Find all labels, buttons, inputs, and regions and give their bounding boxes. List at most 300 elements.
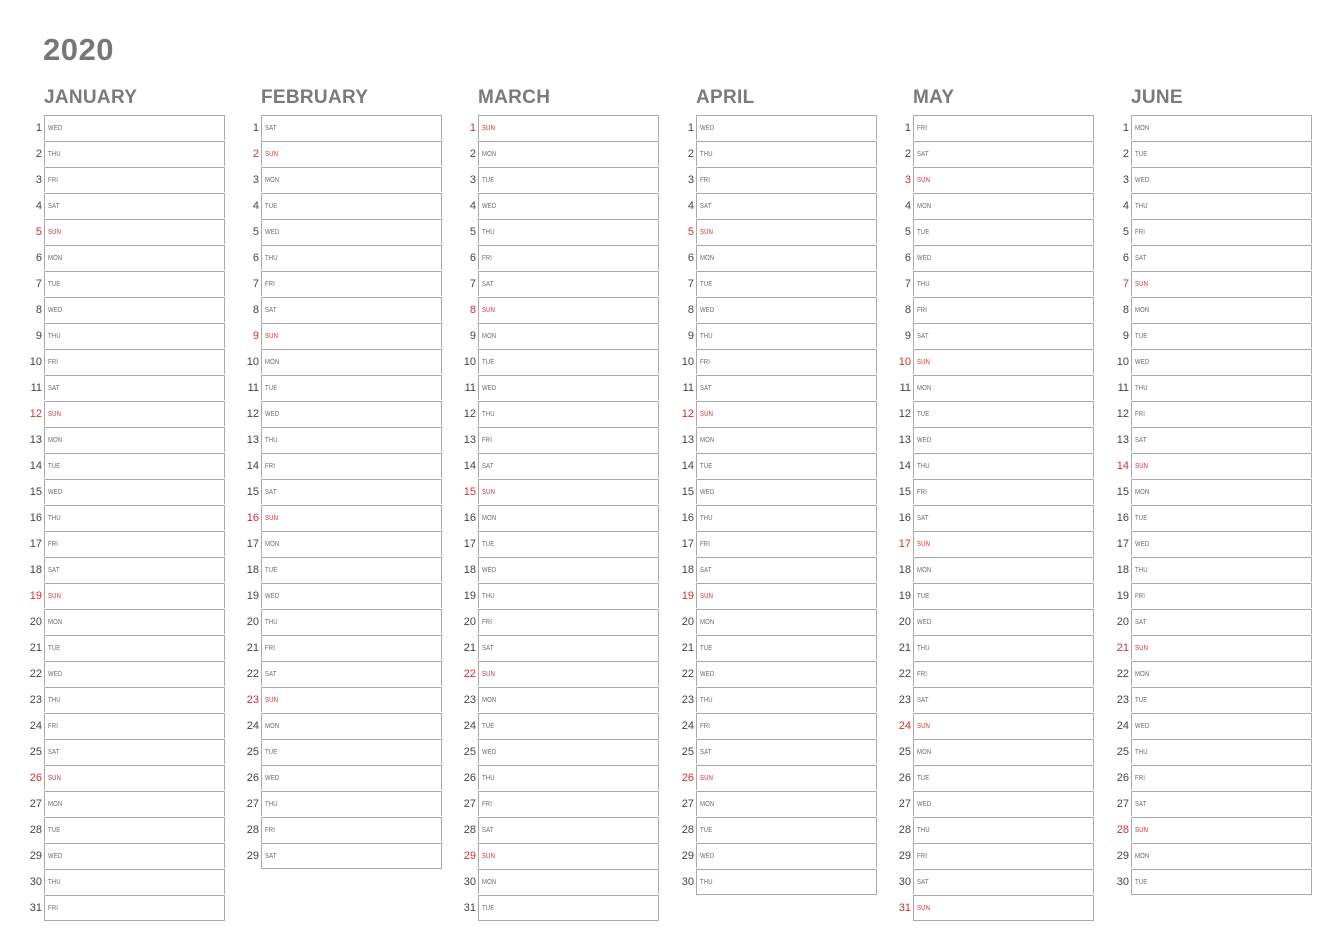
day-number: 9	[1122, 330, 1129, 342]
day-entry-box[interactable]	[696, 531, 877, 556]
day-entry-box[interactable]	[913, 531, 1094, 556]
day-row	[1111, 219, 1316, 245]
day-number: 3	[904, 174, 911, 186]
day-row	[241, 531, 446, 557]
day-number: 28	[898, 824, 911, 836]
day-row	[241, 713, 446, 739]
day-entry-box[interactable]	[696, 687, 877, 712]
day-entry-box[interactable]	[913, 193, 1094, 218]
day-row	[458, 609, 663, 635]
weekday-label: MON	[482, 697, 497, 704]
day-row	[676, 427, 881, 453]
day-row	[893, 297, 1098, 323]
day-entry-box[interactable]	[913, 661, 1094, 686]
day-entry-box[interactable]	[696, 115, 877, 140]
day-entry-box[interactable]	[44, 453, 225, 478]
day-entry-box[interactable]	[478, 297, 659, 322]
day-entry-box[interactable]	[913, 271, 1094, 296]
day-entry-box[interactable]	[913, 115, 1094, 140]
day-entry-box[interactable]	[696, 843, 877, 868]
day-entry-box[interactable]	[1131, 583, 1312, 608]
day-entry-box[interactable]	[913, 323, 1094, 348]
day-entry-box[interactable]	[44, 323, 225, 348]
day-entry-box[interactable]	[478, 791, 659, 816]
day-entry-box[interactable]	[1131, 297, 1312, 322]
weekday-label: FRI	[482, 437, 493, 444]
day-row	[458, 193, 663, 219]
day-entry-box[interactable]	[696, 609, 877, 634]
day-entry-box[interactable]	[478, 219, 659, 244]
day-entry-box[interactable]	[913, 375, 1094, 400]
day-number: 11	[1117, 382, 1129, 394]
day-entry-box[interactable]	[1131, 713, 1312, 738]
day-entry-box[interactable]	[1131, 505, 1312, 530]
day-entry-box[interactable]	[1131, 115, 1312, 140]
weekday-label: FRI	[700, 541, 711, 548]
day-entry-box[interactable]	[696, 583, 877, 608]
day-entry-box[interactable]	[44, 193, 225, 218]
weekday-label: TUE	[1135, 333, 1148, 340]
day-entry-box[interactable]	[1131, 245, 1312, 270]
day-number: 28	[29, 824, 42, 836]
day-entry-box[interactable]	[1131, 609, 1312, 634]
day-entry-box[interactable]	[696, 375, 877, 400]
day-entry-box[interactable]	[261, 115, 442, 140]
day-number: 17	[681, 538, 694, 550]
weekday-label: MON	[1135, 671, 1150, 678]
day-entry-box[interactable]	[1131, 791, 1312, 816]
weekday-label: TUE	[482, 905, 495, 912]
day-entry-box[interactable]	[44, 427, 225, 452]
month-name: APRIL	[696, 87, 755, 108]
weekday-label: FRI	[48, 359, 59, 366]
day-entry-box[interactable]	[478, 245, 659, 270]
day-entry-box[interactable]	[478, 167, 659, 192]
day-entry-box[interactable]	[478, 609, 659, 634]
weekday-label: THU	[265, 255, 278, 262]
day-entry-box[interactable]	[478, 479, 659, 504]
day-entry-box[interactable]	[1131, 843, 1312, 868]
day-number: 11	[682, 382, 694, 394]
day-entry-box[interactable]	[261, 349, 442, 374]
weekday-label: SAT	[700, 749, 712, 756]
day-row	[676, 739, 881, 765]
weekday-label: SUN	[48, 229, 62, 236]
day-entry-box[interactable]	[44, 635, 225, 660]
day-entry-box[interactable]	[261, 505, 442, 530]
day-entry-box[interactable]	[913, 765, 1094, 790]
day-row	[24, 765, 229, 791]
day-entry-box[interactable]	[913, 505, 1094, 530]
day-entry-box[interactable]	[261, 583, 442, 608]
day-number: 27	[898, 798, 911, 810]
day-entry-box[interactable]	[44, 531, 225, 556]
day-entry-box[interactable]	[478, 401, 659, 426]
day-entry-box[interactable]	[696, 869, 877, 895]
day-entry-box[interactable]	[44, 791, 225, 816]
day-entry-box[interactable]	[1131, 401, 1312, 426]
day-entry-box[interactable]	[478, 271, 659, 296]
weekday-label: SAT	[48, 749, 60, 756]
day-entry-box[interactable]	[913, 739, 1094, 764]
day-entry-box[interactable]	[44, 349, 225, 374]
day-entry-box[interactable]	[478, 531, 659, 556]
day-entry-box[interactable]	[696, 271, 877, 296]
day-entry-box[interactable]	[913, 479, 1094, 504]
day-row	[1111, 531, 1316, 557]
day-entry-box[interactable]	[44, 115, 225, 140]
weekday-label: FRI	[482, 255, 493, 262]
day-entry-box[interactable]	[478, 141, 659, 166]
day-number: 8	[1122, 304, 1129, 316]
day-entry-box[interactable]	[696, 713, 877, 738]
day-entry-box[interactable]	[913, 141, 1094, 166]
day-entry-box[interactable]	[44, 687, 225, 712]
day-entry-box[interactable]	[261, 167, 442, 192]
day-entry-box[interactable]	[696, 193, 877, 218]
day-entry-box[interactable]	[44, 401, 225, 426]
weekday-label: SAT	[700, 203, 712, 210]
day-entry-box[interactable]	[913, 219, 1094, 244]
day-entry-box[interactable]	[696, 219, 877, 244]
day-number: 15	[898, 486, 911, 498]
day-row	[241, 765, 446, 791]
day-row	[676, 635, 881, 661]
day-entry-box[interactable]	[1131, 479, 1312, 504]
day-row	[676, 609, 881, 635]
weekday-label: TUE	[917, 775, 930, 782]
day-row	[676, 479, 881, 505]
day-entry-box[interactable]	[1131, 141, 1312, 166]
day-entry-box[interactable]	[44, 843, 225, 868]
day-entry-box[interactable]	[478, 375, 659, 400]
day-entry-box[interactable]	[44, 557, 225, 582]
day-row	[676, 505, 881, 531]
weekday-label: SUN	[48, 593, 62, 600]
day-entry-box[interactable]	[261, 323, 442, 348]
day-entry-box[interactable]	[44, 609, 225, 634]
weekday-label: WED	[700, 853, 715, 860]
day-entry-box[interactable]	[478, 557, 659, 582]
day-number: 19	[1116, 590, 1129, 602]
day-entry-box[interactable]	[913, 687, 1094, 712]
day-entry-box[interactable]	[44, 167, 225, 192]
weekday-label: SUN	[700, 229, 714, 236]
weekday-label: THU	[48, 333, 61, 340]
day-entry-box[interactable]	[913, 349, 1094, 374]
day-entry-box[interactable]	[1131, 765, 1312, 790]
day-entry-box[interactable]	[696, 427, 877, 452]
day-row	[893, 765, 1098, 791]
day-entry-box[interactable]	[696, 245, 877, 270]
weekday-label: SAT	[48, 567, 60, 574]
weekday-label: SUN	[482, 125, 496, 132]
day-entry-box[interactable]	[44, 869, 225, 894]
day-entry-box[interactable]	[261, 557, 442, 582]
day-number: 1	[687, 122, 694, 134]
day-row	[893, 115, 1098, 141]
day-entry-box[interactable]	[913, 557, 1094, 582]
day-entry-box[interactable]	[44, 765, 225, 790]
day-entry-box[interactable]	[478, 869, 659, 894]
day-entry-box[interactable]	[261, 245, 442, 270]
day-entry-box[interactable]	[696, 817, 877, 842]
day-row	[241, 427, 446, 453]
weekday-label: MON	[48, 801, 63, 808]
day-entry-box[interactable]	[261, 531, 442, 556]
day-row	[458, 791, 663, 817]
day-number: 29	[29, 850, 42, 862]
day-entry-box[interactable]	[913, 609, 1094, 634]
day-row	[458, 219, 663, 245]
day-entry-box[interactable]	[696, 791, 877, 816]
day-entry-box[interactable]	[1131, 557, 1312, 582]
day-number: 1	[904, 122, 911, 134]
weekday-label: THU	[1135, 203, 1148, 210]
day-entry-box[interactable]	[261, 219, 442, 244]
day-row	[241, 167, 446, 193]
day-entry-box[interactable]	[44, 141, 225, 166]
day-entry-box[interactable]	[44, 505, 225, 530]
day-row	[458, 141, 663, 167]
day-entry-box[interactable]	[44, 375, 225, 400]
day-number: 30	[1116, 876, 1129, 888]
day-entry-box[interactable]	[478, 817, 659, 842]
day-number: 1	[1122, 122, 1129, 134]
day-entry-box[interactable]	[913, 843, 1094, 868]
day-number: 18	[29, 564, 42, 576]
day-row	[676, 375, 881, 401]
day-entry-box[interactable]	[44, 817, 225, 842]
day-entry-box[interactable]	[696, 297, 877, 322]
weekday-label: FRI	[917, 125, 928, 132]
day-entry-box[interactable]	[696, 765, 877, 790]
weekday-label: TUE	[482, 177, 495, 184]
day-entry-box[interactable]	[1131, 687, 1312, 712]
day-entry-box[interactable]	[44, 245, 225, 270]
day-row	[893, 401, 1098, 427]
day-number: 20	[1116, 616, 1129, 628]
weekday-label: TUE	[265, 749, 278, 756]
day-entry-box[interactable]	[1131, 453, 1312, 478]
day-entry-box[interactable]	[478, 193, 659, 218]
day-row	[676, 219, 881, 245]
day-entry-box[interactable]	[478, 323, 659, 348]
day-entry-box[interactable]	[44, 895, 225, 921]
day-entry-box[interactable]	[913, 245, 1094, 270]
day-entry-box[interactable]	[261, 713, 442, 738]
day-entry-box[interactable]	[1131, 167, 1312, 192]
day-row	[24, 193, 229, 219]
day-row	[241, 791, 446, 817]
day-entry-box[interactable]	[913, 427, 1094, 452]
day-entry-box[interactable]	[913, 297, 1094, 322]
day-entry-box[interactable]	[261, 375, 442, 400]
month-name: FEBRUARY	[261, 87, 369, 108]
day-entry-box[interactable]	[261, 479, 442, 504]
day-entry-box[interactable]	[1131, 531, 1312, 556]
day-entry-box[interactable]	[261, 843, 442, 869]
weekday-label: SUN	[700, 775, 714, 782]
day-entry-box[interactable]	[478, 739, 659, 764]
day-entry-box[interactable]	[44, 297, 225, 322]
day-entry-box[interactable]	[696, 349, 877, 374]
day-number: 22	[463, 668, 476, 680]
day-entry-box[interactable]	[913, 817, 1094, 842]
day-entry-box[interactable]	[44, 661, 225, 686]
day-entry-box[interactable]	[261, 687, 442, 712]
day-entry-box[interactable]	[478, 765, 659, 790]
day-entry-box[interactable]	[478, 349, 659, 374]
day-row	[1111, 661, 1316, 687]
day-entry-box[interactable]	[696, 635, 877, 660]
day-entry-box[interactable]	[1131, 661, 1312, 686]
day-entry-box[interactable]	[44, 713, 225, 738]
day-entry-box[interactable]	[478, 687, 659, 712]
day-entry-box[interactable]	[478, 453, 659, 478]
day-entry-box[interactable]	[44, 271, 225, 296]
day-entry-box[interactable]	[1131, 635, 1312, 660]
day-row	[1111, 557, 1316, 583]
day-entry-box[interactable]	[913, 635, 1094, 660]
day-entry-box[interactable]	[44, 479, 225, 504]
day-number: 22	[681, 668, 694, 680]
day-entry-box[interactable]	[478, 427, 659, 452]
day-entry-box[interactable]	[261, 635, 442, 660]
day-entry-box[interactable]	[1131, 271, 1312, 296]
day-entry-box[interactable]	[913, 791, 1094, 816]
weekday-label: MON	[482, 333, 497, 340]
day-entry-box[interactable]	[696, 505, 877, 530]
day-number: 21	[898, 642, 911, 654]
day-number: 3	[469, 174, 476, 186]
day-entry-box[interactable]	[1131, 193, 1312, 218]
day-entry-box[interactable]	[261, 661, 442, 686]
weekday-label: TUE	[48, 463, 61, 470]
day-entry-box[interactable]	[261, 791, 442, 816]
day-entry-box[interactable]	[1131, 817, 1312, 842]
day-entry-box[interactable]	[478, 115, 659, 140]
day-row	[893, 713, 1098, 739]
day-number: 25	[29, 746, 42, 758]
day-entry-box[interactable]	[913, 583, 1094, 608]
day-entry-box[interactable]	[696, 141, 877, 166]
day-entry-box[interactable]	[261, 427, 442, 452]
day-entry-box[interactable]	[696, 323, 877, 348]
day-number: 26	[463, 772, 476, 784]
weekday-label: SAT	[482, 281, 494, 288]
day-row	[1111, 635, 1316, 661]
day-number: 13	[898, 434, 911, 446]
day-entry-box[interactable]	[1131, 323, 1312, 348]
day-row	[893, 739, 1098, 765]
day-entry-box[interactable]	[261, 609, 442, 634]
day-entry-box[interactable]	[696, 167, 877, 192]
day-number: 8	[687, 304, 694, 316]
day-entry-box[interactable]	[913, 401, 1094, 426]
day-row	[893, 583, 1098, 609]
day-entry-box[interactable]	[478, 583, 659, 608]
day-entry-box[interactable]	[478, 713, 659, 738]
day-number: 6	[35, 252, 42, 264]
day-row	[241, 817, 446, 843]
day-entry-box[interactable]	[1131, 427, 1312, 452]
day-entry-box[interactable]	[696, 453, 877, 478]
weekday-label: FRI	[48, 177, 59, 184]
day-entry-box[interactable]	[1131, 349, 1312, 374]
weekday-label: MON	[482, 515, 497, 522]
day-entry-box[interactable]	[913, 167, 1094, 192]
day-number: 24	[29, 720, 42, 732]
day-entry-box[interactable]	[478, 505, 659, 530]
day-entry-box[interactable]	[261, 453, 442, 478]
day-entry-box[interactable]	[913, 453, 1094, 478]
day-entry-box[interactable]	[696, 479, 877, 504]
day-row	[1111, 479, 1316, 505]
day-number: 11	[30, 382, 42, 394]
day-entry-box[interactable]	[261, 765, 442, 790]
day-number: 23	[246, 694, 259, 706]
day-row	[893, 817, 1098, 843]
day-entry-box[interactable]	[1131, 869, 1312, 895]
day-row	[24, 583, 229, 609]
day-number: 3	[687, 174, 694, 186]
month-name: MAY	[913, 87, 955, 108]
day-entry-box[interactable]	[44, 219, 225, 244]
day-number: 13	[463, 434, 476, 446]
day-number: 14	[29, 460, 42, 472]
day-entry-box[interactable]	[478, 843, 659, 868]
day-row	[676, 115, 881, 141]
day-row	[24, 505, 229, 531]
day-entry-box[interactable]	[261, 817, 442, 842]
day-entry-box[interactable]	[261, 271, 442, 296]
day-entry-box[interactable]	[696, 401, 877, 426]
day-number: 17	[898, 538, 911, 550]
weekday-label: WED	[917, 801, 932, 808]
day-entry-box[interactable]	[913, 895, 1094, 921]
weekday-label: WED	[700, 125, 715, 132]
day-entry-box[interactable]	[913, 713, 1094, 738]
day-entry-box[interactable]	[1131, 739, 1312, 764]
weekday-label: THU	[700, 697, 713, 704]
weekday-label: TUE	[1135, 515, 1148, 522]
day-entry-box[interactable]	[696, 557, 877, 582]
day-row	[241, 245, 446, 271]
day-row	[241, 219, 446, 245]
day-entry-box[interactable]	[696, 739, 877, 764]
day-entry-box[interactable]	[44, 583, 225, 608]
day-entry-box[interactable]	[1131, 375, 1312, 400]
day-entry-box[interactable]	[261, 401, 442, 426]
weekday-label: SAT	[917, 333, 929, 340]
day-entry-box[interactable]	[261, 141, 442, 166]
day-entry-box[interactable]	[1131, 219, 1312, 244]
day-entry-box[interactable]	[261, 297, 442, 322]
day-entry-box[interactable]	[696, 661, 877, 686]
day-entry-box[interactable]	[261, 739, 442, 764]
day-entry-box[interactable]	[913, 869, 1094, 894]
day-entry-box[interactable]	[478, 895, 659, 921]
day-entry-box[interactable]	[478, 635, 659, 660]
day-entry-box[interactable]	[478, 661, 659, 686]
day-entry-box[interactable]	[261, 193, 442, 218]
day-entry-box[interactable]	[44, 739, 225, 764]
weekday-label: FRI	[917, 853, 928, 860]
weekday-label: MON	[917, 203, 932, 210]
day-number: 7	[904, 278, 911, 290]
weekday-label: THU	[700, 151, 713, 158]
